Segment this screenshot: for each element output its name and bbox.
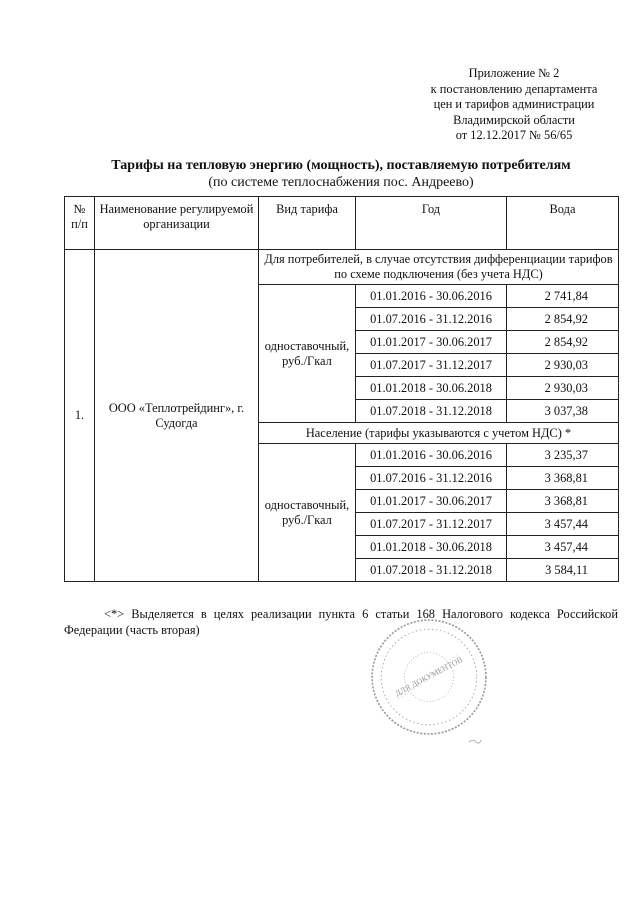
appendix-header: [420, 66, 608, 144]
round-stamp: [368, 616, 490, 738]
value-cell: 3 584,11: [507, 559, 619, 582]
document-title: Тарифы на тепловую энергию (мощность), поставляемую потребителям: [111, 158, 571, 173]
period-cell: 01.07.2017 - 31.12.2017: [356, 354, 507, 377]
group-caption: Население (тарифы указываются с учетом НДС) *: [259, 423, 619, 444]
period-cell: 01.07.2017 - 31.12.2017: [356, 513, 507, 536]
value-cell: 3 037,38: [507, 400, 619, 423]
value-cell: 2 741,84: [507, 285, 619, 308]
tariff-type: одноставочный, руб./Гкал: [259, 285, 356, 423]
stamp-tick-icon: [468, 737, 482, 745]
value-cell: 2 930,03: [507, 354, 619, 377]
tariff-type: одноставочный, руб./Гкал: [259, 444, 356, 582]
value-cell: 2 854,92: [507, 308, 619, 331]
period-cell: 01.01.2018 - 30.06.2018: [356, 377, 507, 400]
period-cell: 01.01.2017 - 30.06.2017: [356, 331, 507, 354]
value-cell: 2 854,92: [507, 331, 619, 354]
header-num: № п/п: [65, 197, 95, 250]
header-organization: Наименование регулируемой организации: [95, 197, 259, 250]
group-caption: Для потребителей, в случае отсутствия дифференциации тарифов по схеме подключения (без учета НДС): [259, 250, 619, 285]
tariff-table: [64, 196, 619, 582]
stamp-text: ДЛЯ ДОКУМЕНТОВ: [393, 654, 465, 699]
document-title-block: [64, 157, 618, 191]
row-number: 1.: [65, 250, 95, 582]
value-cell: 2 930,03: [507, 377, 619, 400]
appendix-line: цен и тарифов администрации: [433, 97, 595, 112]
appendix-line: от 12.12.2017 № 56/65: [455, 128, 573, 143]
period-cell: 01.01.2018 - 30.06.2018: [356, 536, 507, 559]
period-cell: 01.07.2016 - 31.12.2016: [356, 308, 507, 331]
value-cell: 3 457,44: [507, 536, 619, 559]
period-cell: 01.07.2016 - 31.12.2016: [356, 467, 507, 490]
period-cell: 01.01.2016 - 30.06.2016: [356, 444, 507, 467]
period-cell: 01.01.2016 - 30.06.2016: [356, 285, 507, 308]
period-cell: 01.01.2017 - 30.06.2017: [356, 490, 507, 513]
period-cell: 01.07.2018 - 31.12.2018: [356, 559, 507, 582]
appendix-line: Приложение № 2: [468, 66, 560, 80]
value-cell: 3 368,81: [507, 490, 619, 513]
footnote: <*> Выделяется в целях реализации пункта 6 статьи 168 Налогового кодекса Российской Федерации (часть вторая): [64, 607, 618, 637]
value-cell: 3 457,44: [507, 513, 619, 536]
table-header-row: [65, 197, 619, 250]
value-cell: 3 368,81: [507, 467, 619, 490]
period-cell: 01.07.2018 - 31.12.2018: [356, 400, 507, 423]
header-tariff-type: Вид тарифа: [259, 197, 356, 250]
appendix-line: Владимирской области: [453, 112, 575, 127]
value-cell: 3 235,37: [507, 444, 619, 467]
header-year: Год: [356, 197, 507, 250]
document-subtitle: (по системе теплоснабжения пос. Андреево): [208, 175, 474, 190]
header-water: Вода: [507, 197, 619, 250]
organization-name: ООО «Теплотрейдинг», г. Судогда: [95, 250, 259, 582]
group-caption-row: [65, 250, 619, 285]
appendix-line: к постановлению департамента: [430, 81, 598, 96]
